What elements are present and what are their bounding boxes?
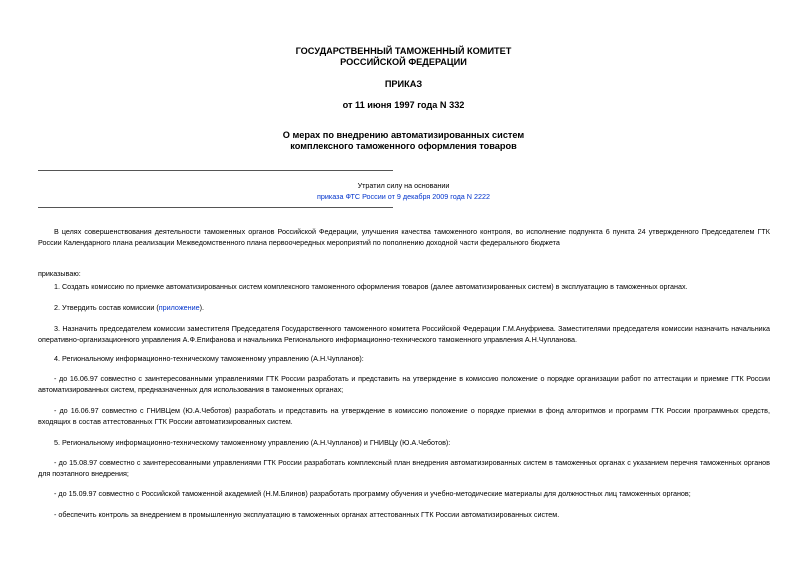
- item-5: 5. Региональному информационно-техническому таможенному управлению (А.Н.Чупланов) и ГНИВЦу (Ю.А.Чеботов):: [54, 438, 451, 447]
- item-2: [38, 302, 770, 313]
- item-5-subitem-2: - до 15.09.97 совместно с Российской таможенной академией (Н.М.Блинов) разработать программу обучения и учебно-методические материалы для должностных лиц таможенных органов;: [54, 489, 691, 498]
- order-word: приказываю:: [38, 269, 81, 278]
- item-4-subitem-2: - до 16.06.97 совместно с ГНИВЦем (Ю.А.Чеботов) разработать и представить на утверждение в комиссию положение о порядке приемки в фонд алгоритмов и программ ГТК России программных средств, входящих в состав аттестованных ГТК России автоматизированных систем.: [38, 406, 770, 426]
- document-title-line-2: комплексного таможенного оформления товаров: [290, 141, 517, 151]
- issuer-line-1: ГОСУДАРСТВЕННЫЙ ТАМОЖЕННЫЙ КОМИТЕТ: [295, 46, 512, 56]
- item-4-subitem-1: - до 16.06.97 совместно с заинтересованными управлениями ГТК России разработать и представить на утверждение в комиссию положение о порядке организации работ по аттестации и приемке ГТК России автоматизированных систем, предназначенных для использования в таможенных органах;: [38, 374, 770, 394]
- document-title-line-1: О мерах по внедрению автоматизированных систем: [282, 130, 525, 140]
- item-3: 3. Назначить председателем комиссии заместителя Председателя Государственного таможенного комитета Российской Федерации Г.М.Ануфриева. Заместителями председателя комиссии назначить начальника оперативно-организационного управления А.Ф.Епифанова и начальника Регионального информационно-технического таможенного управления А.Н.Чупланова.: [38, 324, 770, 344]
- document-date-number: от 11 июня 1997 года N 332: [342, 100, 465, 110]
- item-4: 4. Региональному информационно-техническому таможенному управлению (А.Н.Чупланов):: [54, 354, 364, 363]
- appendix-link[interactable]: приложение: [158, 303, 200, 312]
- item-5-subitem-1: - до 15.08.97 совместно с заинтересованными управлениями ГТК России разработать комплексный план внедрения автоматизированных систем в таможенных органах с указанием перечня таможенных органов для поэтапного внедрения;: [38, 458, 770, 478]
- preamble-paragraph: В целях совершенствования деятельности таможенных органов Российской Федерации, улучшения качества таможенного контроля, во исполнение подпункта 6 пункта 24 утвержденного Председателем ГТК России Календарного плана реализации Межведомственного плана первоочередных мероприятий по пополнению доходной части федерального бюджета: [38, 227, 770, 247]
- divider-bottom: [38, 207, 393, 208]
- item-1: 1. Создать комиссию по приемке автоматизированных систем комплексного таможенного оформления товаров (далее автоматизированных систем) в эксплуатацию в таможенных органах.: [54, 282, 688, 291]
- status-note-link-row: [0, 192, 807, 202]
- item-2-prefix: 2. Утвердить состав комиссии (: [54, 303, 159, 312]
- repeal-order-link[interactable]: приказа ФТС России от 9 декабря 2009 года N 2222: [317, 192, 490, 201]
- document-type: ПРИКАЗ: [384, 79, 423, 89]
- item-5-subitem-3: - обеспечить контроль за внедрением в промышленную эксплуатацию в таможенных органах аттестованных ГТК России автоматизированных систем.: [54, 510, 560, 519]
- item-2-suffix: ).: [199, 303, 205, 312]
- divider-top: [38, 170, 393, 171]
- status-note-text: Утратил силу на основании: [357, 181, 450, 190]
- issuer-line-2: РОССИЙСКОЙ ФЕДЕРАЦИИ: [340, 57, 467, 67]
